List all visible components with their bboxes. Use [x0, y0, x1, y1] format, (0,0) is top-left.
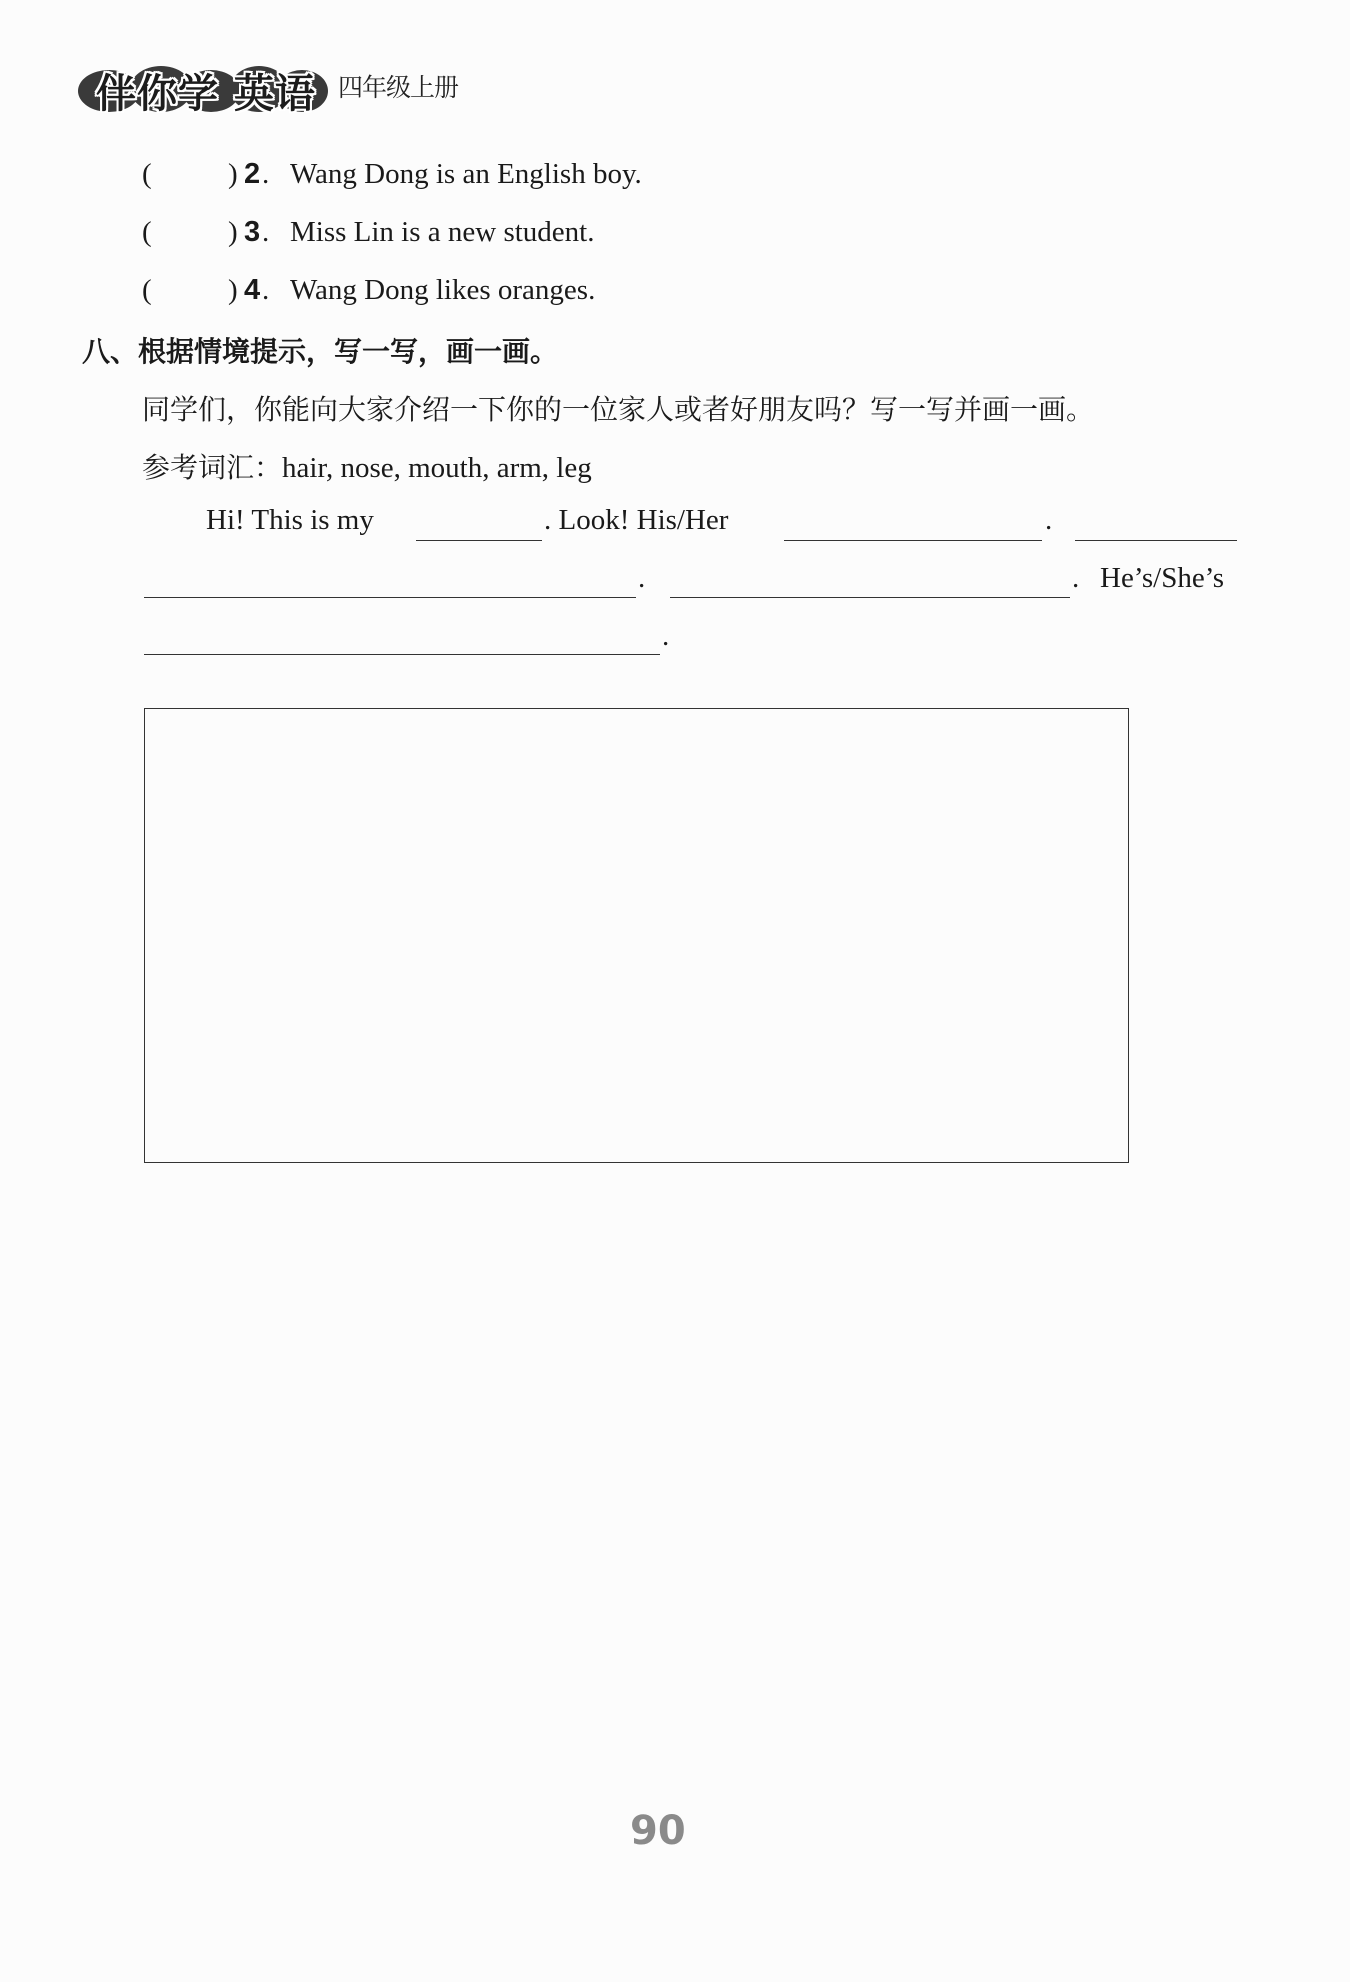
blank-sentence-2-end[interactable]: [144, 597, 636, 598]
question-number: 2: [244, 158, 261, 190]
vocab-label: 参考词汇：: [142, 451, 283, 484]
answer-paren-close: ): [228, 158, 238, 190]
answer-paren-close: ): [228, 216, 238, 248]
blank-family-member[interactable]: [416, 540, 542, 541]
question-text: Wang Dong is an English boy.: [290, 158, 642, 190]
page-number: 90: [630, 1808, 686, 1854]
answer-paren-open: (: [142, 216, 152, 248]
answer-paren-open: (: [142, 158, 152, 190]
answer-paren-close: ): [228, 274, 238, 306]
sentence-look: . Look! His/Her: [544, 504, 729, 536]
period: .: [1045, 504, 1053, 536]
period: .: [1072, 562, 1080, 594]
answer-paren-open: (: [142, 274, 152, 306]
blank-sentence-4[interactable]: [144, 654, 660, 655]
brand-title: 伴你学 英语: [96, 71, 316, 117]
blank-feature-1[interactable]: [784, 540, 1042, 541]
question-dot: .: [262, 216, 270, 248]
question-dot: .: [262, 158, 270, 190]
grade-label: 四年级上册: [338, 73, 459, 102]
period: .: [638, 562, 646, 594]
sentence-start: Hi! This is my: [206, 504, 374, 536]
blank-sentence-3[interactable]: [670, 597, 1070, 598]
vocab-words: hair, nose, mouth, arm, leg: [282, 452, 592, 484]
brand-logo: [78, 60, 328, 117]
section-title: 八、根据情境提示，写一写，画一画。: [82, 335, 559, 368]
question-text: Miss Lin is a new student.: [290, 216, 595, 248]
question-number: 4: [244, 274, 261, 306]
blank-sentence-2-start[interactable]: [1075, 540, 1237, 541]
drawing-box[interactable]: [144, 708, 1129, 1163]
vocabulary-hint: [142, 446, 592, 486]
period: .: [662, 620, 670, 652]
question-text: Wang Dong likes oranges.: [290, 274, 596, 306]
question-number: 3: [244, 216, 261, 248]
question-dot: .: [262, 274, 270, 306]
section-intro: 同学们，你能向大家介绍一下你的一位家人或者好朋友吗？写一写并画一画。: [142, 393, 1095, 426]
sentence-hes-shes: He’s/She’s: [1100, 562, 1225, 594]
